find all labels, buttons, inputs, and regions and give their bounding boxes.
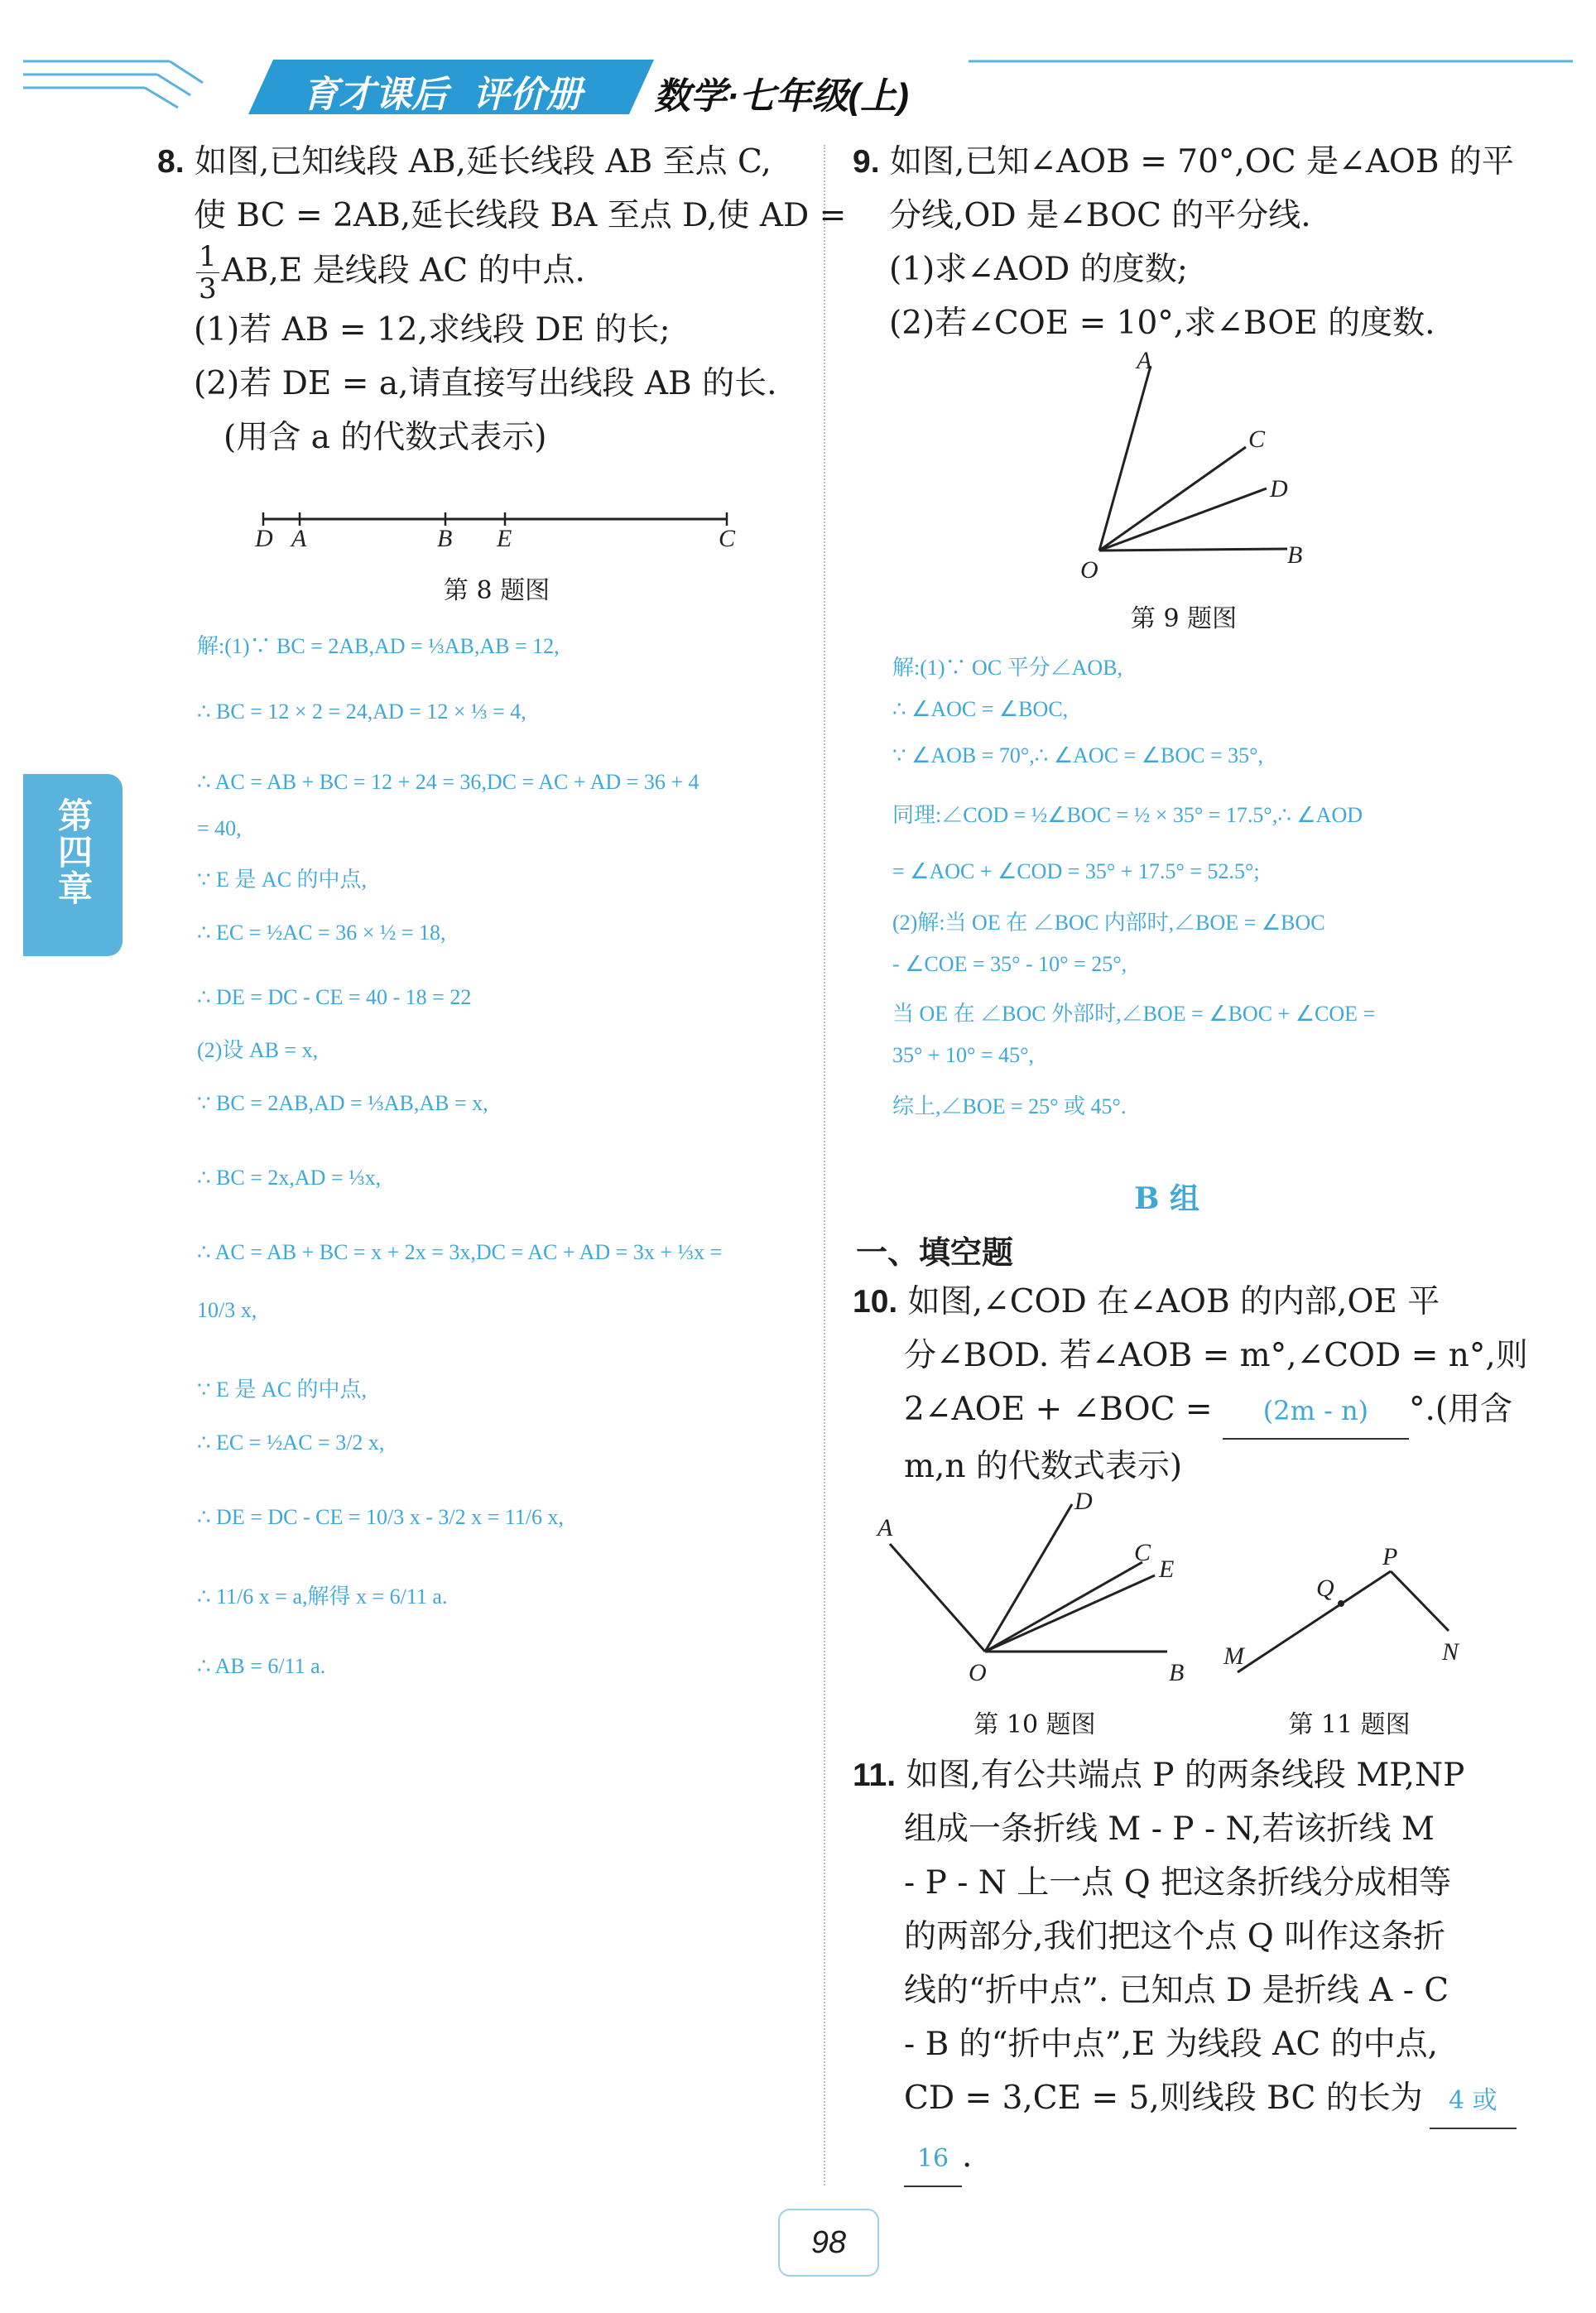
q11-line-5: 线的“折中点”. 已知点 D 是折线 A - C bbox=[904, 1972, 1449, 2009]
q9-label-a: A bbox=[1137, 348, 1152, 374]
q11-line-6: - B 的“折中点”,E 为线段 AC 的中点, bbox=[904, 2026, 1438, 2063]
q10-line-1: 如图,∠COD 在∠AOB 的内部,OE 平 bbox=[907, 1283, 1440, 1320]
q10-label-b: B bbox=[1169, 1659, 1185, 1686]
q8-sol-line: ∵ BC = 2AB,AD = ⅓AB,AB = x, bbox=[197, 1091, 488, 1115]
q11-answer-2: 16 bbox=[904, 2132, 962, 2187]
q10-ray-od bbox=[985, 1504, 1072, 1652]
q11-label-m: M bbox=[1223, 1642, 1244, 1670]
q9-label-b: B bbox=[1287, 541, 1303, 569]
q8-figure bbox=[248, 501, 745, 551]
brand-title-1: 育才课后 bbox=[302, 75, 448, 115]
q8-line-2: 使 BC = 2AB,延长线段 BA 至点 D,使 AD = bbox=[194, 197, 847, 234]
q8-frac-num: 1 bbox=[196, 243, 219, 273]
q11-point-q bbox=[1338, 1600, 1344, 1607]
group-b-heading: B 组 bbox=[1134, 1181, 1199, 1216]
q9-sol-line: (2)解:当 OE 在 ∠BOC 内部时,∠BOE = ∠BOC bbox=[892, 911, 1325, 935]
page-number-box bbox=[778, 2209, 879, 2277]
q11-label-p: P bbox=[1382, 1543, 1398, 1570]
q9-line-1: 如图,已知∠AOB = 70°,OC 是∠AOB 的平 bbox=[889, 143, 1514, 180]
column-divider bbox=[824, 145, 825, 2186]
q8-sol-line: ∴ DE = DC - CE = 10/3 x - 3/2 x = 11/6 x, bbox=[197, 1505, 565, 1529]
q8-label-a: A bbox=[291, 525, 307, 551]
q8-sol-line: ∴ 11/6 x = a,解得 x = 6/11 a. bbox=[197, 1584, 448, 1609]
header bbox=[0, 50, 1596, 124]
q8-sol-line: ∴ AC = AB + BC = 12 + 24 = 36,DC = AC + AD = 36 + 4 bbox=[197, 770, 699, 794]
q8-sol-line: ∴ EC = ½AC = 3/2 x, bbox=[197, 1431, 385, 1455]
q8-label-b: B bbox=[437, 525, 453, 551]
q11-caption: 第 11 题图 bbox=[1288, 1710, 1411, 1739]
q8-line-4: (1)若 AB = 12,求线段 DE 的长; bbox=[194, 311, 671, 349]
q8-label-e: E bbox=[497, 525, 512, 551]
q9-number: 9. bbox=[853, 144, 880, 180]
q9-sol-line: ∵ ∠AOB = 70°,∴ ∠AOC = ∠BOC = 35°, bbox=[892, 743, 1264, 767]
q10-label-a: A bbox=[877, 1514, 893, 1541]
q8-sol-line: 解:(1)∵ BC = 2AB,AD = ⅓AB,AB = 12, bbox=[197, 634, 560, 658]
q8-sol-line: 10/3 x, bbox=[197, 1298, 257, 1322]
q8-label-d: D bbox=[255, 525, 273, 551]
brand-title bbox=[302, 65, 582, 118]
q10-ray-oc bbox=[985, 1562, 1142, 1652]
question-9 bbox=[853, 135, 1515, 350]
q8-sol-line: ∵ E 是 AC 的中点, bbox=[197, 868, 368, 892]
q8-line-1: 如图,已知线段 AB,延长线段 AB 至点 C, bbox=[194, 143, 772, 180]
q9-label-o: O bbox=[1080, 556, 1098, 584]
q9-line-3: (1)求∠AOD 的度数; bbox=[889, 251, 1188, 288]
q9-sol-line: 同理:∠COD = ½∠BOC = ½ × 35° = 17.5°,∴ ∠AOD bbox=[892, 803, 1363, 827]
q8-sol-line: ∴ AB = 6/11 a. bbox=[197, 1654, 326, 1678]
brand-title-2: 评价册 bbox=[473, 75, 583, 115]
q9-caption: 第 9 题图 bbox=[1130, 604, 1238, 633]
q10-line-4: m,n 的代数式表示) bbox=[904, 1448, 1183, 1485]
q11-label-n: N bbox=[1442, 1638, 1459, 1666]
q10-label-o: O bbox=[969, 1659, 987, 1686]
q11-line-2: 组成一条折线 M - P - N,若该折线 M bbox=[904, 1810, 1435, 1848]
q8-sol-line: (2)设 AB = x, bbox=[197, 1038, 319, 1062]
question-11: 11. 如图,有公共端点 P 的两条线段 MP,NP 组成一条折线 M - P - N,若该折线 M - P - N 上一点 Q 把这条折线分成相等 的两部分,我们把这个点 Q 叫作这条折 线的“折中点”. 已知点 D 是折线 A - C - B 的“折中点”,E 为线段 AC 的中点, CD = 3,CE = 5,则线段 BC 的长为 4 或 16 . bbox=[853, 1748, 1515, 2187]
q8-fraction bbox=[196, 240, 219, 305]
q10-line-2: 分∠BOD. 若∠AOB = m°,∠COD = n°,则 bbox=[904, 1337, 1528, 1374]
q9-sol-line: ∴ ∠AOC = ∠BOC, bbox=[892, 697, 1069, 721]
q11-segment-mp bbox=[1238, 1571, 1391, 1672]
section-fill-blank: 一、填空题 bbox=[856, 1236, 1014, 1271]
q8-sol-line: ∵ E 是 AC 的中点, bbox=[197, 1378, 368, 1402]
q9-line-2: 分线,OD 是∠BOC 的平分线. bbox=[889, 197, 1311, 234]
q8-number: 8. bbox=[157, 144, 185, 180]
q11-line-3: - P - N 上一点 Q 把这条折线分成相等 bbox=[904, 1864, 1452, 1902]
q9-label-c: C bbox=[1248, 426, 1266, 453]
q10-answer: (2m - n) bbox=[1223, 1384, 1409, 1440]
q9-label-d: D bbox=[1270, 475, 1288, 503]
q9-sol-line: 当 OE 在 ∠BOC 外部时,∠BOE = ∠BOC + ∠COE = bbox=[892, 1002, 1376, 1026]
q9-sol-line: 解:(1)∵ OC 平分∠AOB, bbox=[892, 656, 1123, 680]
q9-ray-ob bbox=[1099, 549, 1287, 551]
q9-line-4: (2)若∠COE = 10°,求∠BOE 的度数. bbox=[889, 305, 1435, 342]
q9-ray-oc bbox=[1099, 447, 1246, 551]
q11-figure bbox=[1217, 1540, 1490, 1689]
q9-sol-line: 35° + 10° = 45°, bbox=[892, 1043, 1035, 1067]
q11-segment-pn bbox=[1391, 1571, 1449, 1631]
q11-answer-1: 4 或 bbox=[1430, 2074, 1517, 2129]
q10-ray-oa bbox=[890, 1544, 985, 1652]
q8-sol-line: ∴ EC = ½AC = 36 × ½ = 18, bbox=[197, 921, 446, 945]
q10-label-d: D bbox=[1074, 1488, 1093, 1515]
chapter-tab bbox=[23, 774, 123, 956]
q9-sol-line: = ∠AOC + ∠COD = 35° + 17.5° = 52.5°; bbox=[892, 859, 1260, 883]
q8-label-c: C bbox=[719, 525, 736, 551]
question-8 bbox=[157, 135, 847, 464]
question-10 bbox=[853, 1275, 1528, 1493]
q8-caption: 第 8 题图 bbox=[443, 576, 550, 605]
q10-figure bbox=[869, 1486, 1217, 1693]
q11-label-q: Q bbox=[1316, 1575, 1334, 1602]
q9-sol-line: - ∠COE = 35° - 10° = 25°, bbox=[892, 952, 1127, 976]
q8-sol-line: ∴ BC = 2x,AD = ⅓x, bbox=[197, 1166, 382, 1190]
q8-line-5: (2)若 DE = a,请直接写出线段 AB 的长. bbox=[194, 365, 777, 402]
q8-sol-line: ∴ AC = AB + BC = x + 2x = 3x,DC = AC + AD = 3x + ⅓x = bbox=[197, 1240, 723, 1264]
q8-frac-den: 3 bbox=[199, 272, 217, 305]
q8-sol-line: ∴ DE = DC - CE = 40 - 18 = 22 bbox=[197, 985, 472, 1009]
q8-sol-line: = 40, bbox=[197, 816, 242, 840]
chapter-tab-label: 第四章 bbox=[54, 797, 93, 906]
q8-sol-line: ∴ BC = 12 × 2 = 24,AD = 12 × ⅓ = 4, bbox=[197, 700, 526, 724]
q10-label-c: C bbox=[1134, 1539, 1151, 1566]
q8-line-6: (用含 a 的代数式表示) bbox=[224, 419, 547, 456]
q10-number: 10. bbox=[853, 1284, 898, 1320]
q11-number: 11. bbox=[853, 1758, 897, 1793]
q10-line-3b: °.(用含 bbox=[1408, 1391, 1513, 1428]
q10-label-e: E bbox=[1159, 1556, 1175, 1583]
q11-line-4: 的两部分,我们把这个点 Q 叫作这条折 bbox=[904, 1918, 1446, 1955]
q9-ray-od bbox=[1099, 488, 1267, 551]
q11-line-7: CD = 3,CE = 5,则线段 BC 的长为 bbox=[904, 2080, 1423, 2117]
q9-figure bbox=[1068, 348, 1333, 588]
q9-ray-oa bbox=[1099, 366, 1151, 551]
q10-ray-oe bbox=[985, 1575, 1155, 1652]
q9-sol-line: 综上,∠BOE = 25° 或 45°. bbox=[892, 1094, 1127, 1118]
q10-line-3a: 2∠AOE + ∠BOC = bbox=[904, 1391, 1213, 1428]
q10-caption: 第 10 题图 bbox=[973, 1710, 1096, 1739]
subject-title: 数学·七年级(上) bbox=[654, 76, 909, 117]
q11-line-1: 如图,有公共端点 P 的两条线段 MP,NP bbox=[906, 1757, 1465, 1794]
page-number: 98 bbox=[810, 2225, 847, 2260]
q8-line-3: AB,E 是线段 AC 的中点. bbox=[221, 252, 585, 290]
